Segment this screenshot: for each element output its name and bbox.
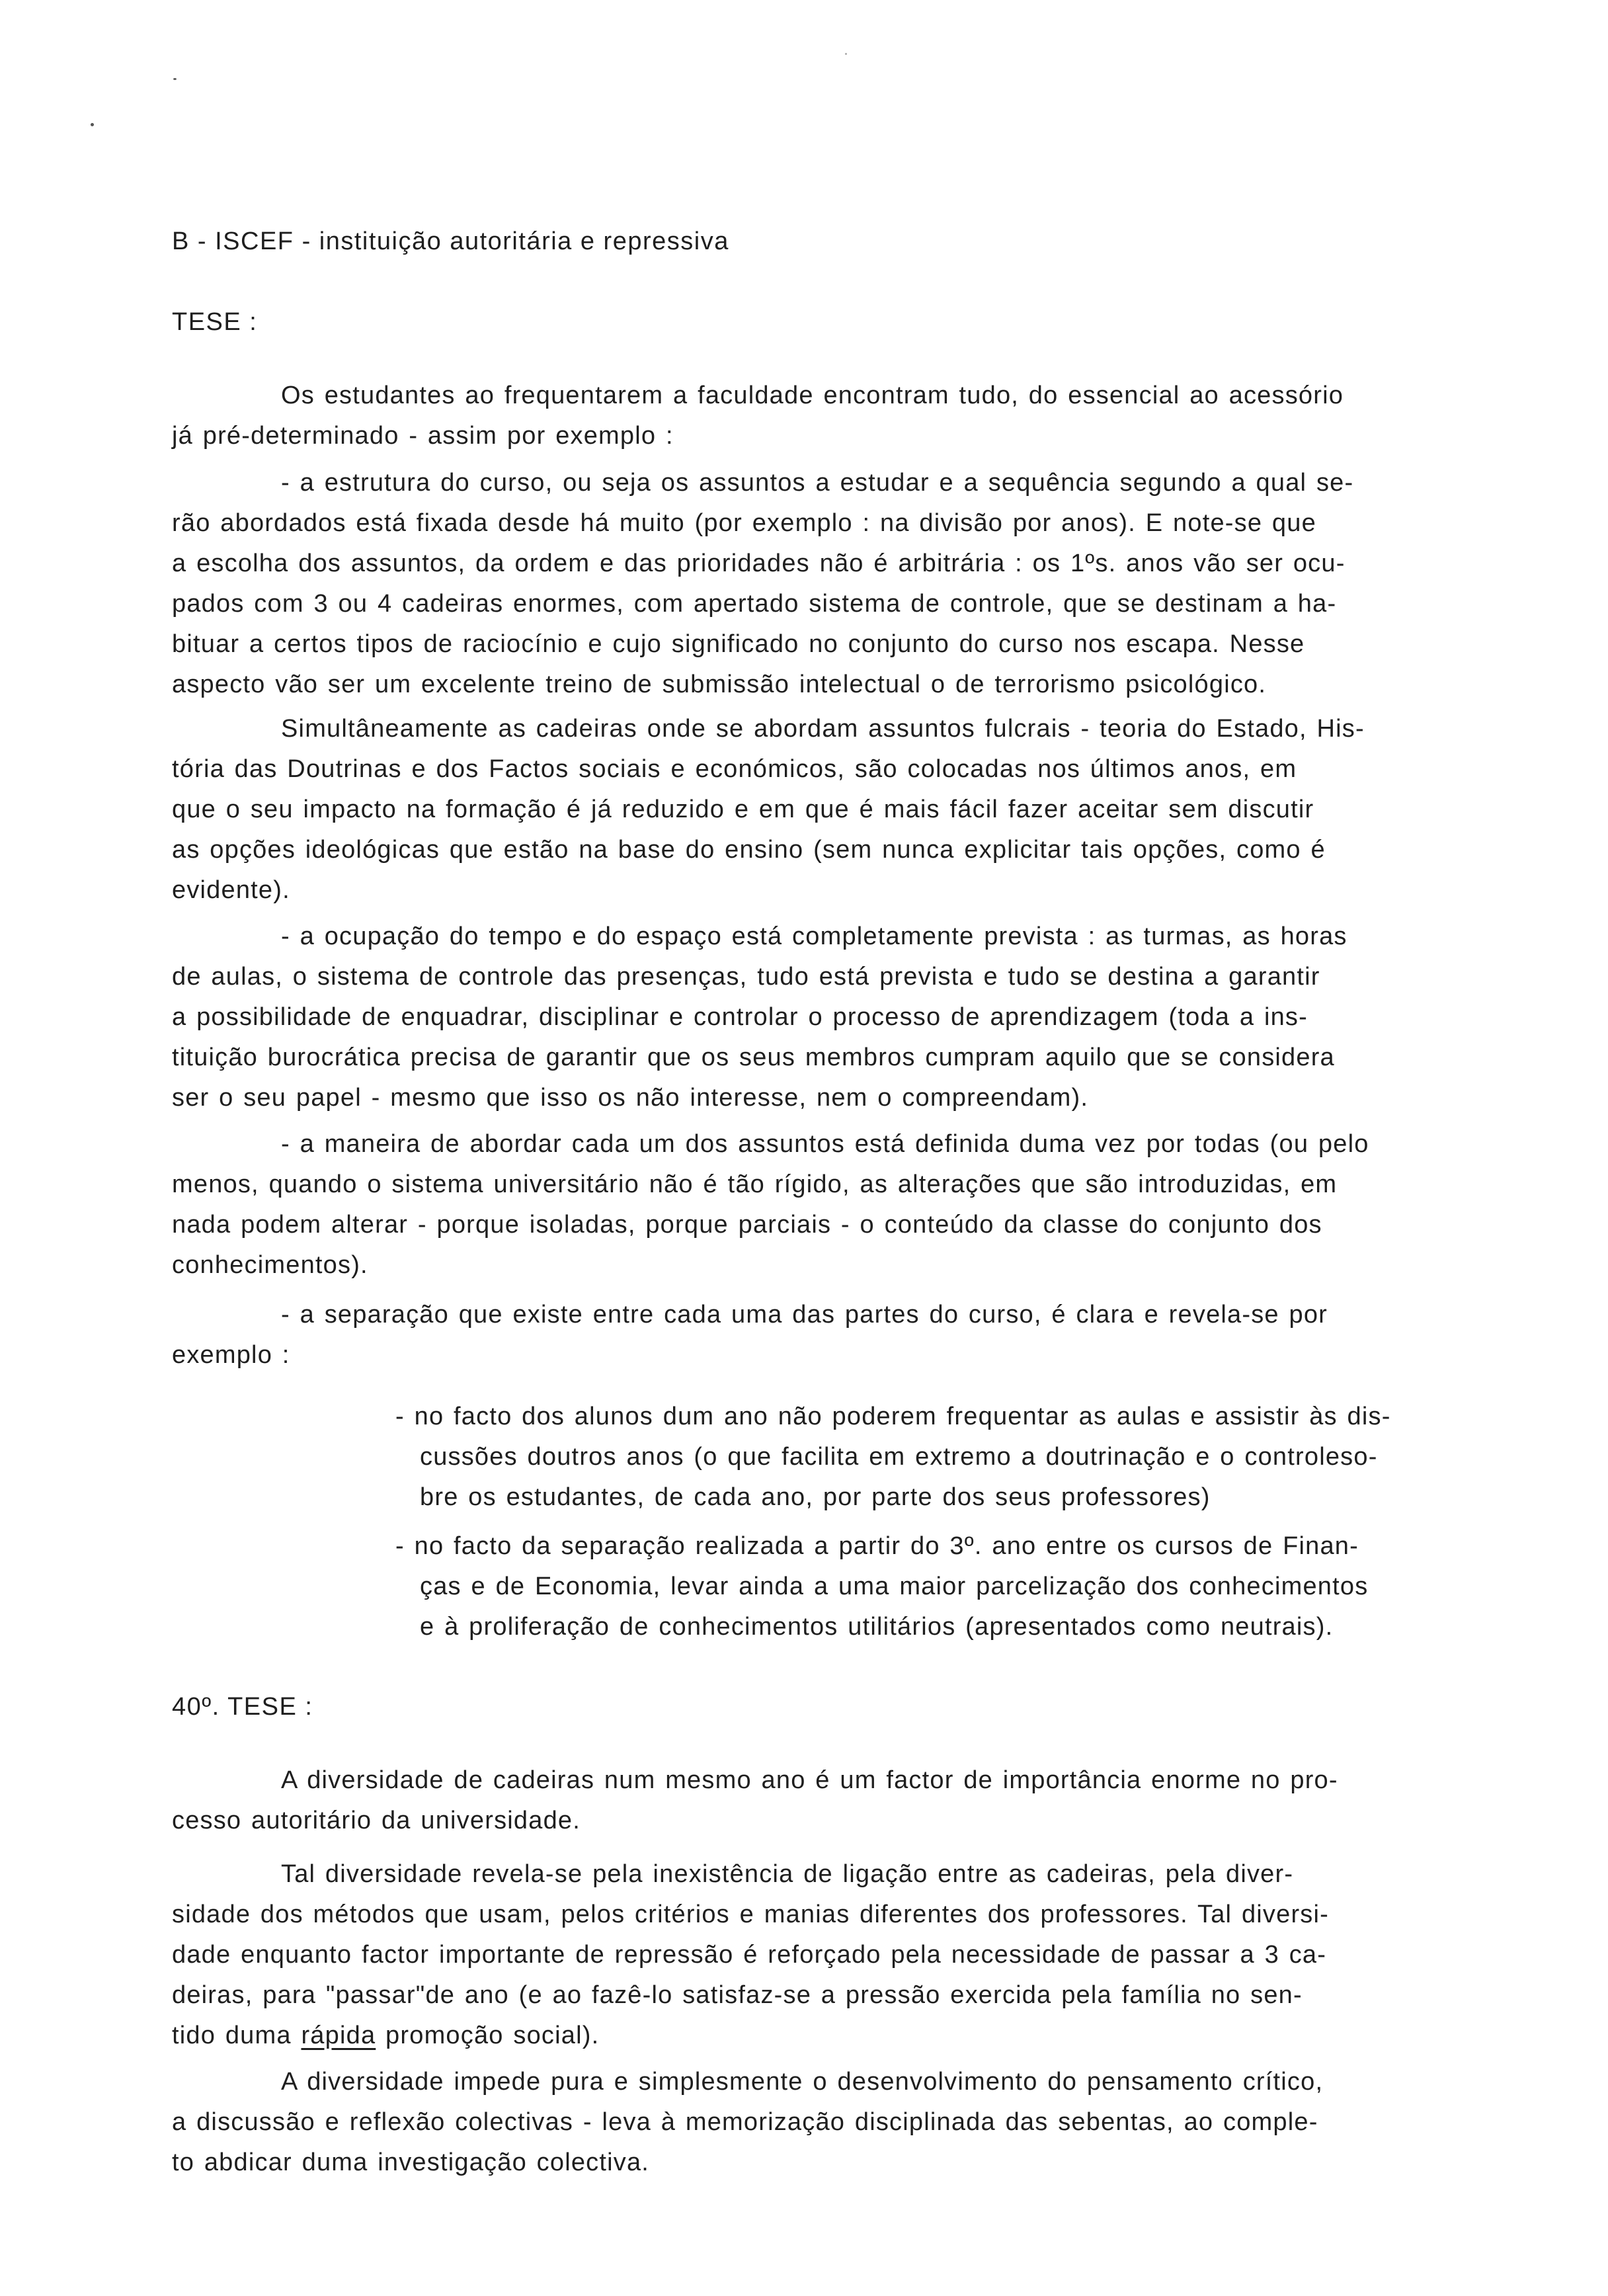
tese-40-label: 40º. TESE : xyxy=(172,1693,313,1721)
text-line: - a separação que existe entre cada uma das partes do curso, é clara e revela-se por xyxy=(281,1301,1328,1329)
text-line: deiras, para "passar"de ano (e ao fazê-lo satisfaz-se a pressão exercida pela família no sen- xyxy=(172,1981,1303,2009)
text-line: a escolha dos assuntos, da ordem e das prioridades não é arbitrária : os 1ºs. anos vão ser ocu- xyxy=(172,550,1346,577)
text-line: pados com 3 ou 4 cadeiras enormes, com apertado sistema de controle, que se destinam a ha- xyxy=(172,590,1337,618)
paragraph-2 xyxy=(172,463,1488,705)
text-line: as opções ideológicas que estão na base do ensino (sem nunca explicitar tais opções, como é xyxy=(172,836,1326,864)
scan-speck xyxy=(91,123,94,126)
text-line: - a maneira de abordar cada um dos assuntos está definida duma vez por todas (ou pelo xyxy=(281,1130,1369,1158)
tese-label: TESE : xyxy=(172,308,258,336)
paragraph-5 xyxy=(172,1124,1488,1286)
paragraph-9 xyxy=(172,2062,1488,2183)
text-line: evidente). xyxy=(172,876,290,904)
text-line: bituar a certos tipos de raciocínio e cujo significado no conjunto do curso nos escapa. Nesse xyxy=(172,630,1305,658)
text-line: aspecto vão ser um excelente treino de submissão intelectual o de terrorismo psicológico. xyxy=(172,671,1267,698)
text-line: conhecimentos). xyxy=(172,1251,368,1279)
text-line: - a ocupação do tempo e do espaço está completamente prevista : as turmas, as horas xyxy=(281,922,1347,950)
text-line: exemplo : xyxy=(172,1341,290,1369)
underlined-word: rápida xyxy=(301,2022,376,2049)
text-fragment: tido duma xyxy=(172,2022,302,2049)
paragraph-8 xyxy=(172,1854,1488,2056)
text-line: já pré-determinado - assim por exemplo : xyxy=(172,422,674,450)
text-line: cussões doutros anos (o que facilita em extremo a doutrinação e o controleso- xyxy=(420,1443,1378,1471)
text-line: tituição burocrática precisa de garantir que os seus membros cumpram aquilo que se considera xyxy=(172,1044,1335,1071)
text-line: a discussão e reflexão colectivas - leva à memorização disciplinada das sebentas, ao comple- xyxy=(172,2108,1318,2136)
text-line: a possibilidade de enquadrar, disciplinar e controlar o processo de aprendizagem (toda a ins- xyxy=(172,1003,1308,1031)
paragraph-3 xyxy=(172,709,1488,911)
text-line: sidade dos métodos que usam, pelos critérios e manias diferentes dos professores. Tal diversi- xyxy=(172,1901,1330,1928)
text-line: Tal diversidade revela-se pela inexistência de ligação entre as cadeiras, pela diver- xyxy=(281,1860,1294,1888)
text-line: Simultâneamente as cadeiras onde se abordam assuntos fulcrais - teoria do Estado, His- xyxy=(281,715,1365,743)
text-line: menos, quando o sistema universitário não é tão rígido, as alterações que são introduzidas, em xyxy=(172,1170,1338,1198)
text-line: - no facto dos alunos dum ano não poderem frequentar as aulas e assistir às dis- xyxy=(395,1403,1391,1430)
text-line: rão abordados está fixada desde há muito (por exemplo : na divisão por anos). E note-se que xyxy=(172,509,1316,537)
paragraph-7 xyxy=(172,1760,1488,1841)
text-line: ser o seu papel - mesmo que isso os não interesse, nem o compreendam). xyxy=(172,1084,1089,1112)
text-fragment: promoção social). xyxy=(376,2022,600,2049)
text-line: ças e de Economia, levar ainda a uma maior parcelização dos conhecimentos xyxy=(420,1573,1369,1600)
section-title: B - ISCEF - instituição autoritária e repressiva xyxy=(172,227,729,255)
scan-speck xyxy=(845,53,847,55)
text-line: nada podem alterar - porque isoladas, porque parciais - o conteúdo da classe do conjunto dos xyxy=(172,1211,1322,1239)
text-line: - no facto da separação realizada a partir do 3º. ano entre os cursos de Finan- xyxy=(395,1532,1359,1560)
text-line: to abdicar duma investigação colectiva. xyxy=(172,2149,650,2176)
text-line: tória das Doutrinas e dos Factos sociais e económicos, são colocadas nos últimos anos, em xyxy=(172,755,1297,783)
paragraph-1 xyxy=(172,376,1488,456)
text-line: e à proliferação de conhecimentos utilitários (apresentados como neutrais). xyxy=(420,1613,1334,1641)
sub-item-2 xyxy=(395,1526,1519,1647)
text-line: Os estudantes ao frequentarem a faculdade encontram tudo, do essencial ao acessório xyxy=(281,382,1344,409)
text-line: que o seu impacto na formação é já reduzido e em que é mais fácil fazer aceitar sem discutir xyxy=(172,796,1314,823)
text-line: A diversidade de cadeiras num mesmo ano é um factor de importância enorme no pro- xyxy=(281,1766,1338,1794)
text-line: A diversidade impede pura e simplesmente o desenvolvimento do pensamento crítico, xyxy=(281,2068,1324,2096)
text-line: bre os estudantes, de cada ano, por parte dos seus professores) xyxy=(420,1483,1211,1511)
text-line: dade enquanto factor importante de repressão é reforçado pela necessidade de passar a 3 ca- xyxy=(172,1941,1327,1969)
paragraph-6 xyxy=(172,1295,1488,1375)
text-line: - a estrutura do curso, ou seja os assuntos a estudar e a sequência segundo a qual se- xyxy=(281,469,1354,497)
text-line-last xyxy=(172,2016,1488,2056)
text-line: de aulas, o sistema de controle das presenças, tudo está prevista e tudo se destina a garantir xyxy=(172,963,1320,991)
sub-item-1 xyxy=(395,1397,1519,1518)
paragraph-4 xyxy=(172,917,1488,1118)
scan-speck xyxy=(173,78,177,80)
text-line: cesso autoritário da universidade. xyxy=(172,1807,581,1834)
